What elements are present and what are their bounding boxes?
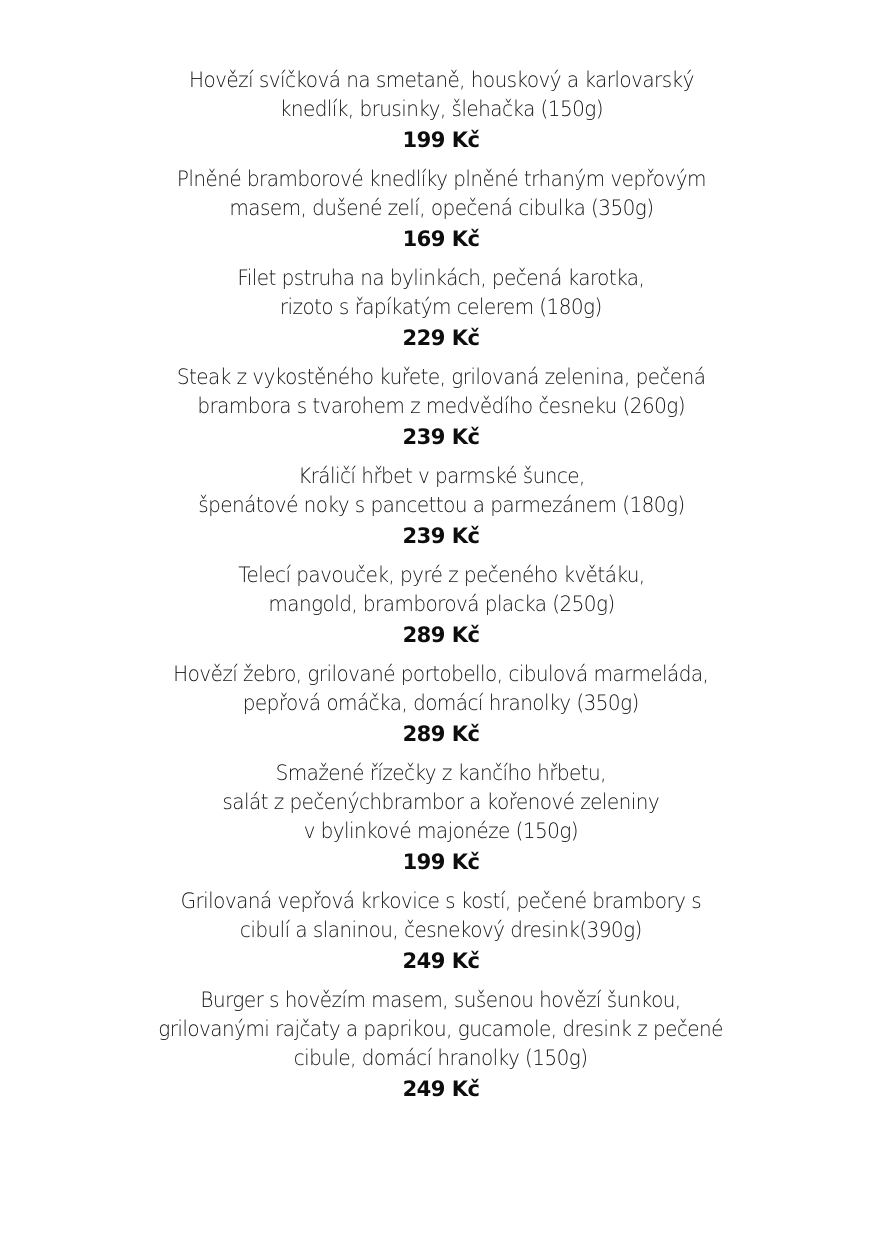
menu-item-price: 289 Kč — [402, 623, 480, 647]
menu-item-description-line: cibule, domácí hranolky (150g) — [294, 1046, 588, 1071]
menu-item-description-line: masem, dušené zelí, opečená cibulka (350g) — [228, 196, 654, 221]
menu-item-description-line: Grilovaná vepřová krkovice s kostí, pečené brambory s — [180, 889, 702, 914]
menu-list — [0, 66, 882, 1114]
menu-item-description-line: mangold, bramborová placka (250g) — [267, 592, 615, 617]
menu-item — [157, 363, 725, 452]
menu-item-price: 249 Kč — [402, 1077, 480, 1101]
menu-item — [206, 759, 676, 877]
menu-item-description-line: brambora s tvarohem z medvědího česneku (260g) — [197, 394, 685, 419]
menu-item-description-line: Hovězí svíčková na smetaně, houskový a karlovarský — [188, 68, 694, 93]
menu-item-description-line: Smažené řízečky z kančího hřbetu, — [275, 761, 607, 786]
menu-item — [157, 165, 726, 254]
menu-item-description-line: Plněné bramborové knedlíky plněné trhaným vepřovým — [176, 167, 706, 192]
menu-item-description-line: Králičí hřbet v parmské šunce, — [297, 464, 585, 489]
menu-item-description-line: Burger s hovězím masem, sušenou hovězí šunkou, — [200, 988, 682, 1013]
menu-item-price: 199 Kč — [402, 850, 480, 874]
menu-item-description-line: Filet pstruha na bylinkách, pečená karotka, — [237, 266, 645, 291]
menu-item-price: 239 Kč — [402, 425, 480, 449]
menu-item — [161, 887, 721, 976]
menu-item — [137, 986, 744, 1104]
menu-item-description-line: grilovanými rajčaty a paprikou, gucamole, dresink z pečené — [158, 1017, 724, 1042]
menu-item — [153, 660, 729, 749]
menu-item — [223, 561, 660, 650]
menu-item — [222, 264, 660, 353]
menu-item-description-line: v bylinkové majonéze (150g) — [303, 819, 579, 844]
menu-item-price: 249 Kč — [402, 949, 480, 973]
menu-item-description-line: cibulí a slaninou, česnekový dresink(390g) — [240, 918, 642, 943]
menu-item-description-line: knedlík, brusinky, šlehačka (150g) — [279, 97, 603, 122]
menu-item-description-line: Steak z vykostěného kuřete, grilovaná zelenina, pečená — [176, 365, 706, 390]
menu-item-description-line: pepřová omáčka, domácí hranolky (350g) — [242, 691, 640, 716]
menu-item-description-line: Hovězí žebro, grilované portobello, cibulová marmeláda, — [173, 662, 709, 687]
menu-item-description-line: rizoto s řapíkatým celerem (180g) — [280, 295, 602, 320]
menu-item-price: 199 Kč — [402, 128, 480, 152]
menu-item-price: 289 Kč — [402, 722, 480, 746]
menu-item-price: 239 Kč — [402, 524, 480, 548]
menu-item-description-line: salát z pečenýchbrambor a kořenové zeleniny — [222, 790, 660, 815]
menu-item — [170, 66, 713, 155]
menu-item-description-line: špenátové noky s pancettou a parmezánem (180g) — [197, 493, 685, 518]
menu-item-description-line: Telecí pavouček, pyré z pečeného květáku, — [237, 563, 645, 588]
menu-item — [180, 462, 703, 551]
menu-item-price: 169 Kč — [402, 227, 480, 251]
menu-item-price: 229 Kč — [402, 326, 480, 350]
